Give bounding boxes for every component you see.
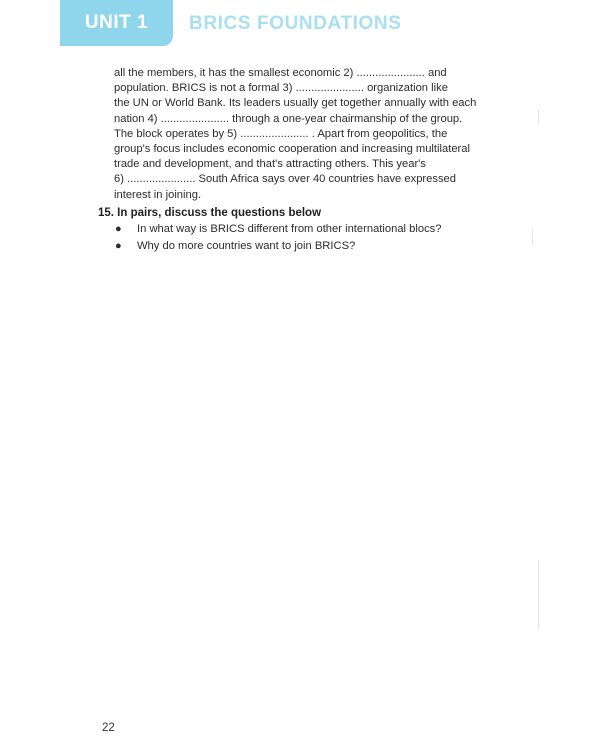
question-text: Why do more countries want to join BRICS?: [137, 240, 356, 252]
bullet-icon: ●: [115, 223, 122, 235]
scan-edge-mark: [538, 110, 539, 124]
bullet-icon: ●: [115, 240, 122, 252]
passage-line: trade and development, and that's attracting others. This year's: [114, 158, 426, 171]
exercise-15: [98, 207, 538, 255]
question-item: [98, 221, 538, 238]
passage-line: group's focus includes economic cooperation and increasing multilateral: [114, 143, 470, 156]
exercise-heading: 15. In pairs, discuss the questions below: [98, 207, 322, 219]
question-text: In what way is BRICS different from other international blocs?: [137, 223, 442, 235]
question-list: [98, 221, 538, 255]
passage-line: interest in joining.: [114, 188, 202, 201]
passage-line: the UN or World Bank. Its leaders usually get together annually with each: [114, 97, 477, 110]
passage-text: [114, 66, 526, 203]
passage-line: The block operates by 5) ...................... . Apart from geopolitics, the: [114, 127, 448, 140]
unit-label: UNIT 1: [84, 12, 149, 33]
question-item: [98, 238, 538, 255]
unit-title: BRICS FOUNDATIONS: [189, 13, 402, 34]
passage-line: population. BRICS is not a formal 3) ...................... organization like: [114, 82, 448, 95]
passage-line: 6) ...................... South Africa says over 40 countries have expressed: [114, 173, 456, 186]
unit-badge: [60, 0, 173, 46]
passage-line: nation 4) ...................... through a one-year chairmanship of the group.: [114, 112, 463, 125]
page-number: 22: [102, 722, 115, 734]
scan-edge-mark: [538, 560, 539, 630]
passage-line: all the members, it has the smallest economic 2) ...................... and: [114, 67, 447, 79]
scan-edge-mark: [532, 228, 533, 246]
